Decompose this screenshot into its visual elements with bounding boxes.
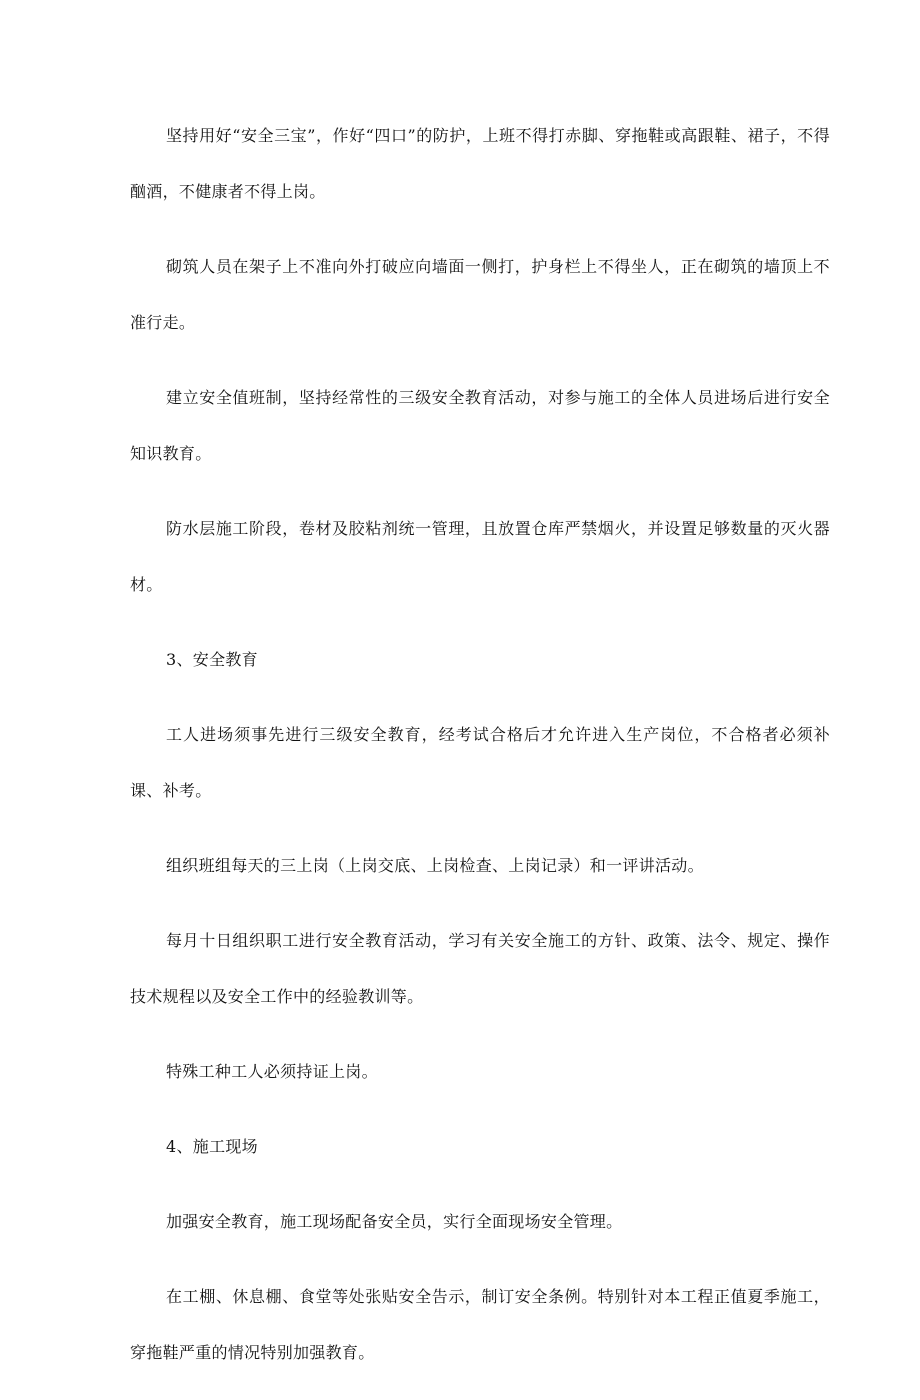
paragraph-special-workers: 特殊工种工人必须持证上岗。 (166, 1062, 378, 1081)
paragraph-monthly-education: 每月十日组织职工进行安全教育活动，学习有关安全施工的方针、政策、法令、规定、操作技术规程以及安全工作中的经验教训等。 (130, 931, 830, 1006)
paragraph-team-briefing: 组织班组每天的三上岗（上岗交底、上岗检查、上岗记录）和一评讲活动。 (166, 856, 704, 875)
paragraph-safety-gear: 坚持用好“安全三宝”，作好“四口”的防护，上班不得打赤脚、穿拖鞋或高跟鞋、裙子，不得酗酒，不健康者不得上岗。 (130, 126, 830, 201)
document-page (130, 108, 830, 1400)
paragraph-safety-notices: 在工棚、休息棚、食堂等处张贴安全告示，制订安全条例。特别针对本工程正值夏季施工，穿拖鞋严重的情况特别加强教育。 (130, 1287, 830, 1362)
paragraph-site-safety-officer: 加强安全教育，施工现场配备安全员，实行全面现场安全管理。 (166, 1212, 623, 1231)
section-heading-construction-site: 4、施工现场 (166, 1137, 258, 1156)
paragraph-three-level-education: 工人进场须事先进行三级安全教育，经考试合格后才允许进入生产岗位，不合格者必须补课、补考。 (130, 725, 830, 800)
section-heading-safety-education: 3、安全教育 (166, 650, 258, 669)
paragraph-masonry-rules: 砌筑人员在架子上不准向外打破应向墙面一侧打，护身栏上不得坐人，正在砌筑的墙顶上不准行走。 (130, 257, 830, 332)
paragraph-safety-duty: 建立安全值班制，坚持经常性的三级安全教育活动，对参与施工的全体人员进场后进行安全知识教育。 (130, 388, 830, 463)
paragraph-waterproofing: 防水层施工阶段，卷材及胶粘剂统一管理，且放置仓库严禁烟火，并设置足够数量的灭火器材。 (130, 519, 830, 594)
